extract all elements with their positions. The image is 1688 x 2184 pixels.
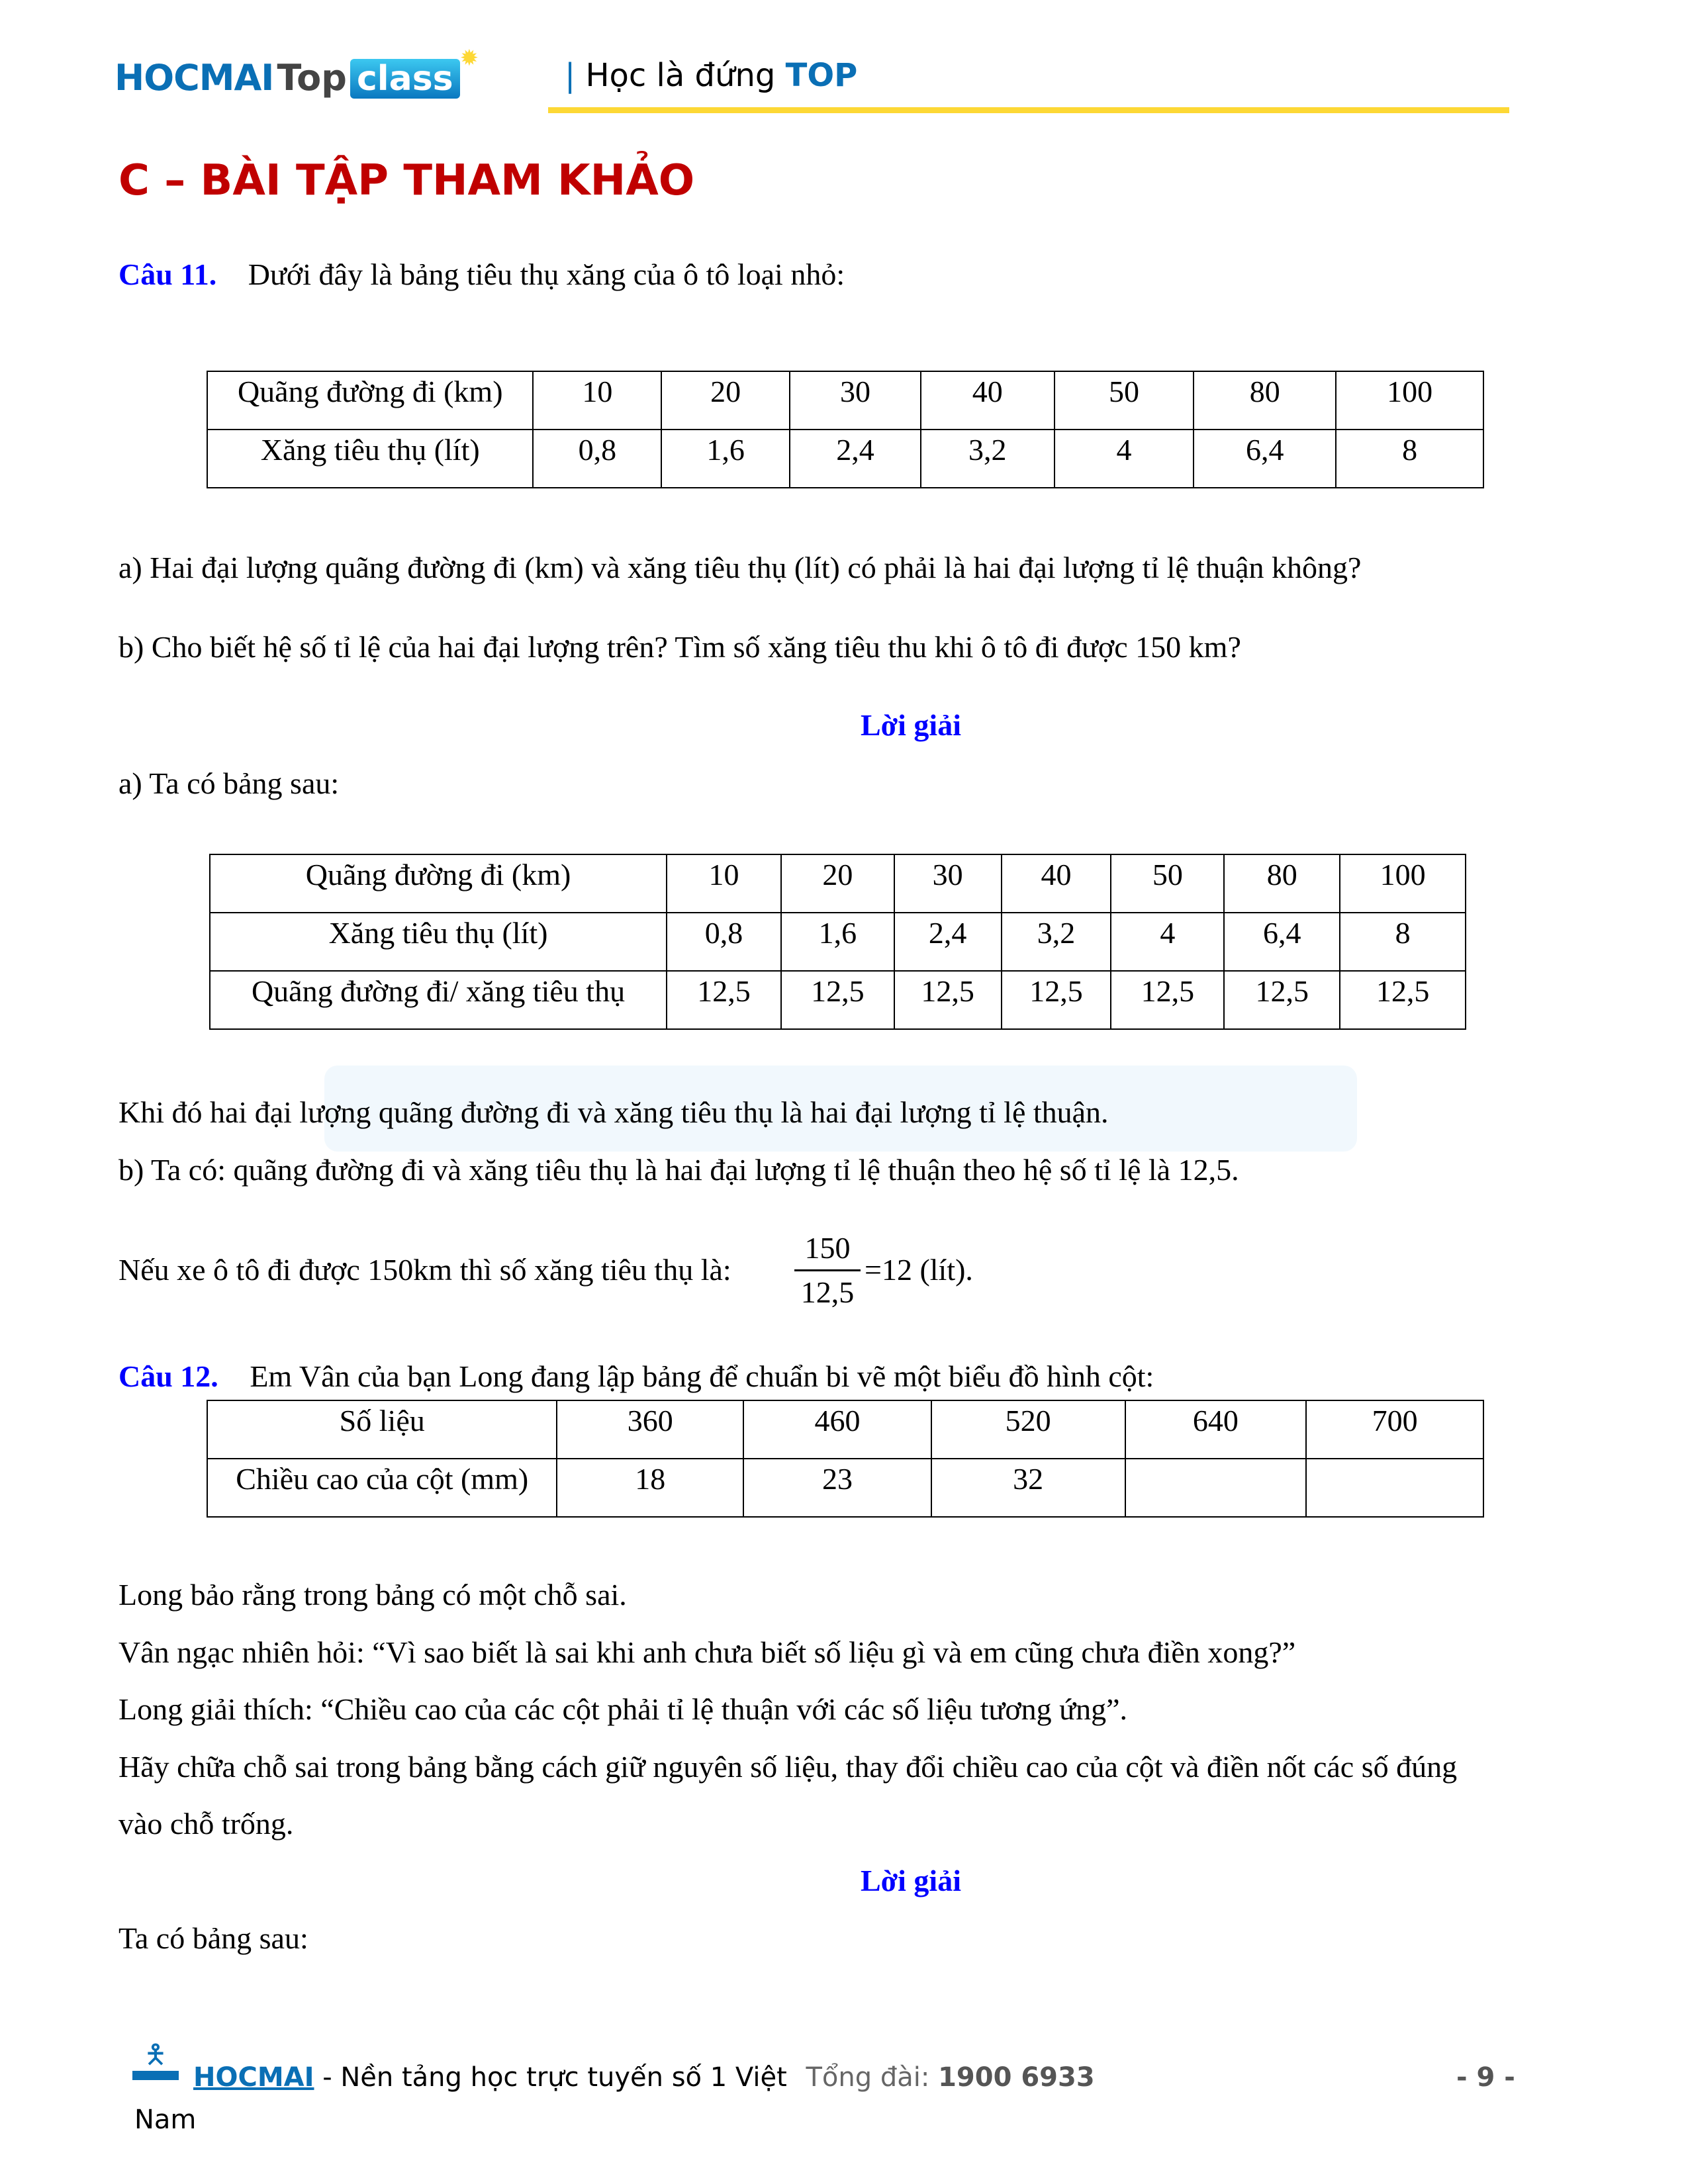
paragraph-line: vào chỗ trống. [118,1807,294,1841]
table-cell: 32 [931,1459,1125,1517]
question-prompt: Dưới đây là bảng tiêu thụ xăng của ô tô loại nhỏ: [248,257,845,291]
question-label: Câu 12. [118,1359,218,1393]
table-cell: 0,8 [667,913,781,971]
table-cell: 2,4 [894,913,1002,971]
fraction [794,1231,861,1310]
solution-label: Lời giải [861,1864,961,1897]
table-row [207,430,1483,488]
column-chart-table [207,1400,1484,1518]
table-cell: 4 [1055,430,1194,488]
table-cell: 4 [1111,913,1224,971]
table-cell: 100 [1336,371,1483,430]
table-cell: 460 [743,1400,931,1459]
table-cell: 30 [894,854,1002,913]
table-cell: 2,4 [790,430,921,488]
solution-intro: Ta có bảng sau: [118,1921,308,1955]
calculation-text: Nếu xe ô tô đi được 150km thì số xăng tiêu thụ là: [118,1253,731,1287]
table-cell: Số liệu [207,1400,557,1459]
table-cell: 10 [533,371,661,430]
tagline-text: Học là đứng [585,57,786,94]
paragraph-line: Long bảo rằng trong bảng có một chỗ sai. [118,1578,627,1612]
table-cell: 6,4 [1194,430,1336,488]
table-cell [1306,1459,1483,1517]
table-cell: 0,8 [533,430,661,488]
footer-description: - Nền tảng học trực tuyến số 1 Việt [314,2062,787,2093]
part-a: a) Hai đại lượng quãng đường đi (km) và xăng tiêu thụ (lít) có phải là hai đại lượng tỉ lệ thuận không? [118,551,1362,584]
solution-a-intro: a) Ta có bảng sau: [118,766,340,800]
tagline-bar: | [565,57,576,94]
table-row [210,971,1466,1029]
table-cell: 3,2 [921,430,1055,488]
section-title: C – BÀI TẬP THAM KHẢO [118,156,695,205]
table-cell: 12,5 [667,971,781,1029]
question-12 [118,1358,1154,1395]
tagline [565,57,857,94]
table-cell: 20 [781,854,894,913]
conclusion-a: Khi đó hai đại lượng quãng đường đi và xăng tiêu thụ là hai đại lượng tỉ lệ thuận. [118,1095,1109,1129]
table-cell: 10 [667,854,781,913]
table-row [207,1459,1483,1517]
paragraph-line: Long giải thích: “Chiều cao của các cột phải tỉ lệ thuận với các số liệu tương ứng”. [118,1692,1128,1726]
table-cell: 40 [921,371,1055,430]
table-cell: 40 [1002,854,1111,913]
table-row [207,1400,1483,1459]
table-cell [1125,1459,1307,1517]
page-number: - 9 - [1456,2062,1515,2093]
footer-hotline-label: Tổng đài: [806,2062,939,2093]
brand-logo [115,45,479,99]
table-cell: 700 [1306,1400,1483,1459]
table-row [210,913,1466,971]
table-cell: 520 [931,1400,1125,1459]
table-cell: Quãng đường đi (km) [207,371,533,430]
question-prompt: Em Vân của bạn Long đang lập bảng để chuẩn bi vẽ một biểu đồ hình cột: [250,1359,1154,1393]
paragraph-line: Vân ngạc nhiên hỏi: “Vì sao biết là sai khi anh chưa biết số liệu gì và em cũng chưa điền xong?” [118,1635,1296,1669]
table-cell: 3,2 [1002,913,1111,971]
table-cell: 100 [1340,854,1466,913]
footer-text [193,2062,1095,2093]
hocmai-people-icon: 🯅 [132,2042,179,2080]
fuel-table [207,371,1484,488]
logo-hocmai: HOCMAI [115,57,274,99]
table-cell: 8 [1340,913,1466,971]
table-cell: 12,5 [1111,971,1224,1029]
table-cell: 1,6 [661,430,790,488]
footer-brand-link[interactable]: HOCMAI [193,2062,314,2093]
table-cell: 12,5 [1340,971,1466,1029]
table-cell: Quãng đường đi (km) [210,854,667,913]
table-cell: Chiều cao của cột (mm) [207,1459,557,1517]
table-cell: 50 [1055,371,1194,430]
fraction-numerator: 150 [804,1231,851,1265]
fraction-denominator: 12,5 [800,1275,855,1309]
table-cell: 1,6 [781,913,894,971]
table-cell: 12,5 [894,971,1002,1029]
table-cell: 6,4 [1224,913,1340,971]
table-cell: 80 [1224,854,1340,913]
table-cell: 8 [1336,430,1483,488]
table-cell: 12,5 [1002,971,1111,1029]
paragraph-line: Hãy chữa chỗ sai trong bảng bằng cách giữ nguyên số liệu, thay đổi chiều cao của cột và điền nốt các số đúng [118,1750,1458,1784]
question-label: Câu 11. [118,257,217,291]
table-cell: 18 [557,1459,743,1517]
table-cell: 80 [1194,371,1336,430]
solution-label: Lời giải [861,708,961,742]
solution-table [209,854,1466,1030]
logo-top: Top [277,57,347,99]
table-cell: Xăng tiêu thụ (lít) [210,913,667,971]
table-cell: Xăng tiêu thụ (lít) [207,430,533,488]
table-cell: 12,5 [781,971,894,1029]
table-cell: Quãng đường đi/ xăng tiêu thụ [210,971,667,1029]
footer-description-cont: Nam [134,2105,197,2135]
table-cell: 30 [790,371,921,430]
table-row [210,854,1466,913]
logo-class: class [350,59,460,99]
solution-b: b) Ta có: quãng đường đi và xăng tiêu thụ là hai đại lượng tỉ lệ thuận theo hệ số tỉ lệ là 12,5. [118,1153,1239,1187]
table-row [207,371,1483,430]
table-cell: 12,5 [1224,971,1340,1029]
question-11 [118,256,845,293]
calculation-result: =12 (lít). [865,1253,973,1287]
part-b: b) Cho biết hệ số tỉ lệ của hai đại lượng trên? Tìm số xăng tiêu thu khi ô tô đi được 150 km? [118,630,1241,664]
table-cell: 20 [661,371,790,430]
tagline-top: TOP [785,57,858,94]
table-cell: 50 [1111,854,1224,913]
footer-hotline: 1900 6933 [938,2062,1095,2093]
table-cell: 23 [743,1459,931,1517]
fraction-bar [794,1269,861,1271]
table-cell: 640 [1125,1400,1307,1459]
header-divider [548,107,1509,113]
table-cell: 360 [557,1400,743,1459]
gear-icon: ✹ [459,45,479,71]
